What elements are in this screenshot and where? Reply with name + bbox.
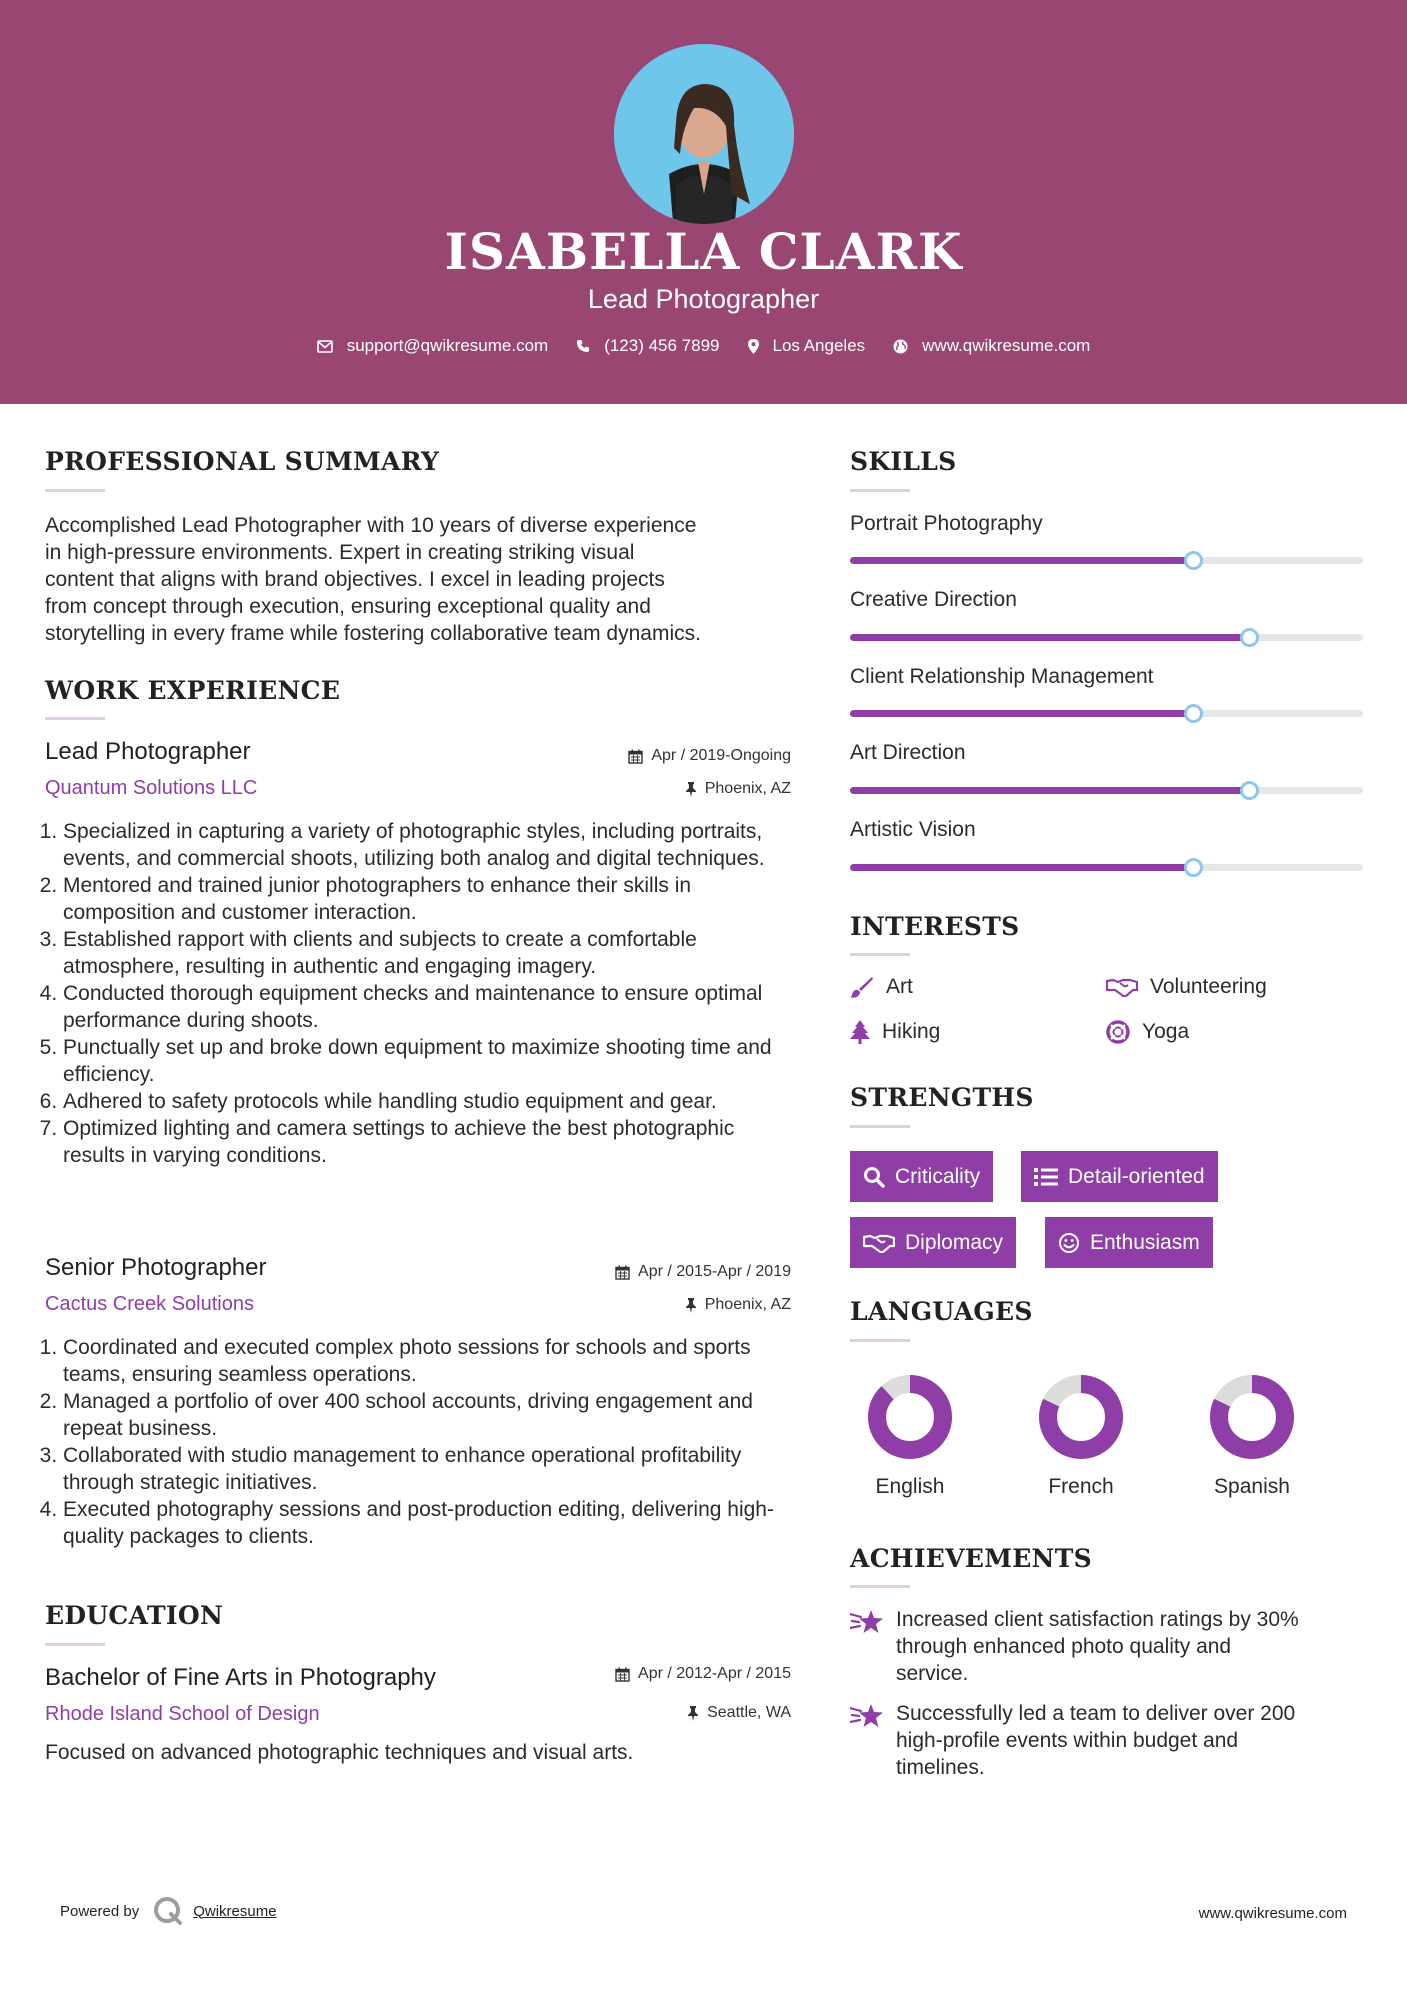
phone-icon — [576, 339, 590, 353]
candidate-role: Lead Photographer — [587, 284, 820, 314]
summary-heading: PROFESSIONAL SUMMARY — [45, 447, 440, 476]
interests-rule — [850, 953, 910, 956]
language-label: French — [1048, 1475, 1114, 1498]
calendar-icon — [615, 1667, 630, 1682]
experience-heading: WORK EXPERIENCE — [45, 676, 341, 705]
footer-powered-by — [60, 1896, 277, 1926]
skill-label: Art Direction — [850, 741, 966, 764]
map-marker-icon — [748, 339, 759, 354]
strength-chip-diplomacy — [850, 1217, 1016, 1268]
contact-bar — [0, 336, 1407, 356]
strength-label: Criticality — [895, 1164, 981, 1188]
skill-bar-fill — [850, 634, 1250, 641]
interest-item-art — [850, 975, 913, 999]
achievement-line: timelines. — [896, 1756, 985, 1779]
handshake-icon — [1106, 977, 1138, 997]
interest-item-yoga — [1106, 1020, 1189, 1044]
achievement-line: through enhanced photo quality and — [896, 1635, 1232, 1658]
powered-by-text: Powered by — [60, 1902, 140, 1920]
interest-item-volunteering — [1106, 975, 1267, 999]
education-description: Focused on advanced photographic techniques and visual arts. — [45, 1741, 634, 1764]
language-english — [850, 1372, 970, 1499]
contact-phone[interactable] — [576, 336, 719, 356]
skill-bar-knob — [1184, 704, 1203, 723]
interest-item-hiking — [850, 1020, 940, 1044]
languages-heading: LANGUAGES — [850, 1297, 1033, 1326]
thumbtack-icon — [687, 1706, 699, 1721]
summary-text — [45, 512, 815, 647]
calendar-icon — [628, 749, 643, 764]
job-title: Senior Photographer — [45, 1254, 267, 1281]
footer-url[interactable]: www.qwikresume.com — [1198, 1905, 1347, 1922]
skill-bar-knob — [1240, 628, 1259, 647]
experience-rule — [45, 717, 105, 720]
job-dates-text: Apr / 2019-Ongoing — [651, 747, 791, 764]
education-dates-text: Apr / 2012-Apr / 2015 — [638, 1665, 791, 1682]
phone-text: (123) 456 7899 — [604, 336, 720, 355]
strengths-rule — [850, 1125, 910, 1128]
education-dates — [615, 1665, 791, 1683]
job-dates-text: Apr / 2015-Apr / 2019 — [638, 1263, 791, 1280]
skill-bar-knob — [1184, 858, 1203, 877]
summary-line: in high-pressure environments. Expert in creating striking visual — [45, 541, 635, 564]
school-name[interactable]: Rhode Island School of Design — [45, 1703, 320, 1725]
job-dates — [628, 747, 791, 765]
skill-bar — [850, 710, 1363, 717]
list-item: 4. Executed photography sessions and post-production editing, delivering high-quality packages to clients. — [63, 1496, 785, 1550]
company-name[interactable]: Quantum Solutions LLC — [45, 777, 258, 799]
education-heading: EDUCATION — [45, 1601, 224, 1630]
qwikresume-logo-icon — [153, 1896, 183, 1926]
achievements-heading: ACHIEVEMENTS — [850, 1544, 1092, 1573]
job-dates — [615, 1263, 791, 1281]
list-item: 2. Mentored and trained junior photographers to enhance their skills in composition and customer interaction. — [63, 872, 795, 926]
life-ring-icon — [1106, 1020, 1130, 1044]
achievement-item — [850, 1700, 1370, 1781]
job-title: Lead Photographer — [45, 738, 251, 765]
degree-title: Bachelor of Fine Arts in Photography — [45, 1664, 436, 1691]
job-location-text: Phoenix, AZ — [704, 1296, 791, 1313]
candidate-name: ISABELLA CLARK — [444, 222, 963, 281]
website-text: www.qwikresume.com — [922, 336, 1091, 355]
list-item: 5. Punctually set up and broke down equipment to maximize shooting time and efficiency. — [63, 1034, 795, 1088]
skills-rule — [850, 489, 910, 492]
skill-bar-knob — [1240, 781, 1259, 800]
interest-label: Yoga — [1142, 1020, 1190, 1043]
summary-line: from concept through execution, ensuring exceptional quality and — [45, 595, 651, 618]
shooting-star-icon — [850, 1608, 884, 1636]
skill-label: Artistic Vision — [850, 818, 976, 841]
contact-email[interactable] — [317, 336, 549, 356]
thumbtack-icon — [685, 782, 697, 797]
profile-photo — [614, 44, 794, 224]
interest-label: Hiking — [882, 1020, 941, 1043]
envelope-icon — [317, 340, 333, 353]
brand-link[interactable]: Qwikresume — [193, 1902, 277, 1920]
search-icon — [863, 1166, 885, 1188]
resume-header — [0, 0, 1407, 404]
strength-label: Diplomacy — [905, 1230, 1004, 1254]
language-donut-arc — [877, 1384, 943, 1450]
summary-line: storytelling in every frame while fostering collaborative team dynamics. — [45, 622, 701, 645]
list-icon — [1034, 1167, 1058, 1187]
job-location-text: Phoenix, AZ — [704, 780, 791, 797]
location-text: Los Angeles — [772, 336, 866, 355]
achievement-line: Increased client satisfaction ratings by 30% — [896, 1608, 1299, 1631]
languages-rule — [850, 1339, 910, 1342]
list-item: 3. Collaborated with studio management to enhance operational profitability through strategic initiatives. — [63, 1442, 785, 1496]
language-donut — [865, 1372, 955, 1462]
interests-heading: INTERESTS — [850, 912, 1020, 941]
job-bullets — [45, 1334, 785, 1550]
smile-icon — [1058, 1232, 1080, 1254]
company-name[interactable]: Cactus Creek Solutions — [45, 1293, 254, 1315]
list-item: 3. Established rapport with clients and subjects to create a comfortable atmosphere, resulting in authentic and engaging imagery. — [63, 926, 795, 980]
list-item: 1. Specialized in capturing a variety of photographic styles, including portraits, events, and commercial shoots, utilizing both analog and digital techniques. — [63, 818, 795, 872]
skill-label: Portrait Photography — [850, 512, 1043, 535]
skills-heading: SKILLS — [850, 447, 957, 476]
strength-chip-detail-oriented — [1021, 1151, 1218, 1202]
achievement-text — [896, 1606, 1299, 1687]
list-item: 7. Optimized lighting and camera settings to achieve the best photographic results in varying conditions. — [63, 1115, 795, 1169]
interest-label: Art — [886, 975, 913, 998]
shooting-star-icon — [850, 1702, 884, 1730]
language-french — [1021, 1372, 1141, 1499]
list-item: 2. Managed a portfolio of over 400 school accounts, driving engagement and repeat business. — [63, 1388, 785, 1442]
contact-website[interactable] — [893, 336, 1090, 356]
language-donut — [1207, 1372, 1297, 1462]
achievements-rule — [850, 1585, 910, 1588]
job-bullets — [45, 818, 795, 1169]
strength-label: Enthusiasm — [1090, 1230, 1200, 1254]
summary-rule — [45, 489, 105, 492]
summary-line: Accomplished Lead Photographer with 10 years of diverse experience — [45, 514, 697, 537]
thumbtack-icon — [685, 1298, 697, 1313]
email-text: support@qwikresume.com — [346, 336, 549, 355]
skill-bar — [850, 864, 1363, 871]
list-item: 4. Conducted thorough equipment checks and maintenance to ensure optimal performance during shoots. — [63, 980, 795, 1034]
handshake-icon — [863, 1233, 895, 1253]
education-location — [687, 1704, 791, 1722]
list-item: 1. Coordinated and executed complex photo sessions for schools and sports teams, ensuring seamless operations. — [63, 1334, 785, 1388]
summary-line: content that aligns with brand objectives. I excel in leading projects — [45, 568, 665, 591]
globe-icon — [893, 339, 908, 354]
calendar-icon — [615, 1265, 630, 1280]
achievement-line: high-profile events within budget and — [896, 1729, 1239, 1752]
strengths-heading: STRENGTHS — [850, 1083, 1034, 1112]
strength-chip-enthusiasm — [1045, 1217, 1213, 1268]
skill-bar-fill — [850, 557, 1194, 564]
tree-icon — [850, 1020, 870, 1044]
skill-bar-fill — [850, 710, 1194, 717]
language-spanish — [1192, 1372, 1312, 1499]
contact-location — [748, 336, 866, 356]
skill-bar-knob — [1184, 551, 1203, 570]
achievement-line: service. — [896, 1662, 969, 1685]
education-rule — [45, 1643, 105, 1646]
education-location-text: Seattle, WA — [707, 1704, 791, 1721]
skill-label: Creative Direction — [850, 588, 1017, 611]
skill-bar-fill — [850, 787, 1250, 794]
language-donut — [1036, 1372, 1126, 1462]
strength-chip-criticality — [850, 1151, 993, 1202]
paintbrush-icon — [850, 976, 874, 998]
achievement-item — [850, 1606, 1370, 1687]
job-location — [685, 1296, 791, 1314]
skill-bar-fill — [850, 864, 1194, 871]
achievement-line: Successfully led a team to deliver over 200 — [896, 1702, 1296, 1725]
skill-bar — [850, 634, 1363, 641]
strength-label: Detail-oriented — [1068, 1164, 1205, 1188]
skill-bar — [850, 557, 1363, 564]
skill-label: Client Relationship Management — [850, 665, 1154, 688]
language-label: English — [875, 1475, 945, 1498]
job-location — [685, 780, 791, 798]
language-label: Spanish — [1214, 1475, 1290, 1498]
skill-bar — [850, 787, 1363, 794]
interest-label: Volunteering — [1150, 975, 1267, 998]
achievement-text — [896, 1700, 1295, 1781]
list-item: 6. Adhered to safety protocols while handling studio equipment and gear. — [63, 1088, 795, 1115]
